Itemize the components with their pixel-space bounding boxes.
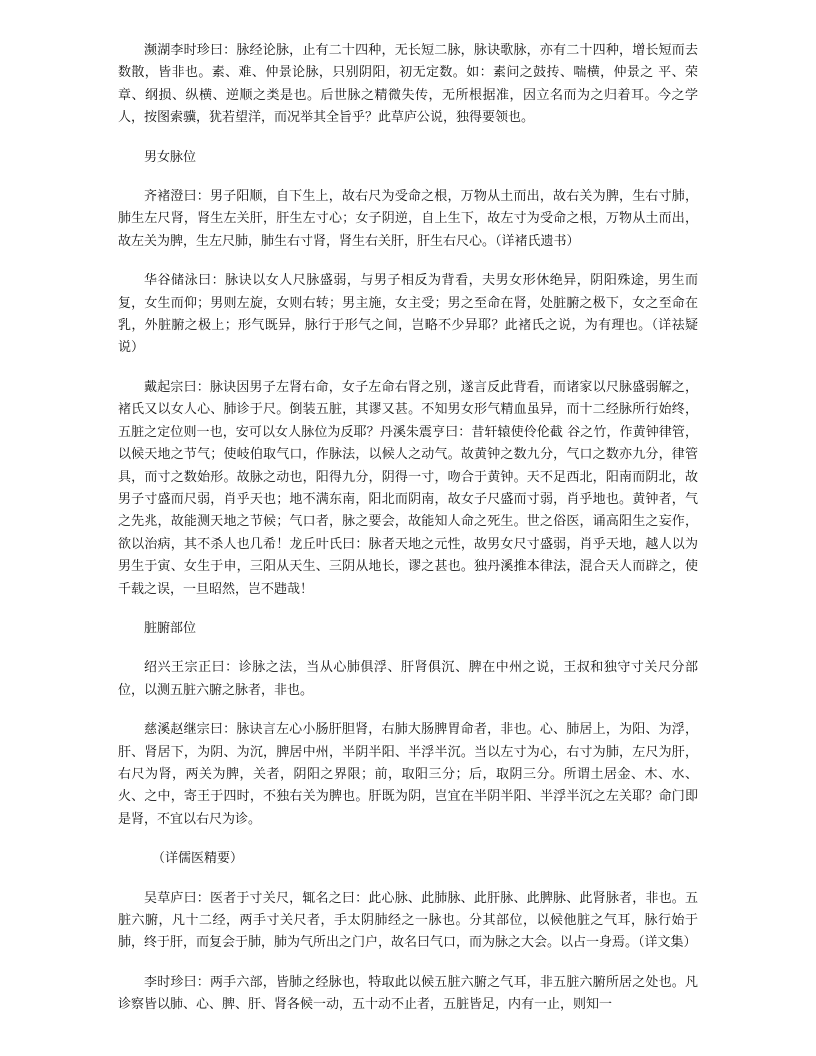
paragraph: 华谷储泳曰：脉诀以女人尺脉盛弱，与男子相反为背看，夫男女形休绝异，阴阳殊途，男生而复，女生而仰；男则左旋，女则右转；男主施，女主受；男之至命在肾，处脏腑之极下，女之至命在乳，外脏腑之极上；形气既异，脉行于形气之间，岂略不少异耶？此褚氏之说，为有理也。（详祛疑说） (118, 273, 698, 356)
section-heading: 男女脉位 (144, 149, 197, 165)
document-body (118, 40, 698, 1034)
section-heading: 脏腑部位 (144, 620, 197, 636)
paragraph: 李时珍曰：两手六部，皆肺之经脉也，特取此以候五脏六腑之气耳，非五脏六腑所居之处也。凡诊察皆以肺、心、脾、肝、肾各候一动，五十动不止者，五脏皆足，内有一止，则知一 (118, 974, 698, 1013)
source-note: （详儒医精要） (152, 851, 244, 867)
paragraph: 慈溪赵继宗曰：脉诀言左心小肠肝胆肾，右肺大肠脾胃命者，非也。心、肺居上，为阳、为浮，肝、肾居下，为阴、为沉，脾居中州，半阴半阳、半浮半沉。当以左寸为心，右寸为肺，左尺为肝，右尺为肾，两关为脾，关者，阴阳之界限；前，取阳三分；后，取阴三分。所谓土居金、木、水、火、之中，寄王于四时，不独右关为脾也。肝既为阴，岂宜在半阴半阳、半浮半沉之左关耶？命门即是肾，不宜以右尺为诊。 (118, 722, 698, 827)
paragraph: 戴起宗曰：脉诀因男子左肾右命，女子左命右肾之别，遂言反此背看，而诸家以尺脉盛弱解之，褚氏又以女人心、肺诊于尺。倒装五脏，其谬又甚。不知男女形气精血虽异，而十二经脉所行始终，五脏之定位则一也，安可以女人脉位为反耶？丹溪朱震亨曰：昔轩辕使伶伦截 谷之竹，作黄钟律管，以候天地之节气；使岐伯取气口，作脉法，以候人之动气。故黄钟之数九分，气口之数亦九分，律管具，而寸之数始形。故脉之动也，阳得九分，阴得一寸，吻合于黄钟。天不足西北，阳南而阴北，故男子寸盛而尺弱，肖乎天也；地不满东南，阳北而阴南，故女子尺盛而寸弱，肖乎地也。黄钟者，气之先兆，故能测天地之节候；气口者，脉之要会，故能知人命之死生。世之俗医，诵高阳生之妄作，欲以治病，其不杀人也几希！龙丘叶氏曰：脉者天地之元性，故男女尺寸盛弱，肖乎天地，越人以为男生于寅、女生于申，三阳从天生、三阴从地长，谬之甚也。独丹溪推本律法，混合天人而辟之，使千载之误，一旦昭然，岂不韪哉！ (118, 379, 698, 597)
paragraph: 绍兴王宗正曰：诊脉之法，当从心肺俱浮、肝肾俱沉、脾在中州之说，王叔和独守寸关尺分部位，以测五脏六腑之脉者，非也。 (118, 660, 698, 698)
paragraph: 齐褚澄曰：男子阳顺，自下生上，故右尺为受命之根，万物从土而出，故右关为脾，生右寸肺，肺生左尺肾，肾生左关肝，肝生左寸心；女子阴逆，自上生下，故左寸为受命之根，万物从土而出，故左关为脾，生左尺肺，肺生右寸肾，肾生右关肝，肝生右尺心。（详褚氏遗书） (118, 189, 698, 249)
paragraph: 濒湖李时珍曰：脉经论脉，止有二十四种，无长短二脉，脉诀歌脉，亦有二十四种，增长短而去数散，皆非也。素、难、仲景论脉，只别阴阳，初无定数。如：素问之鼓抟、喘横，仲景之 平、荣章、纲损、纵横、逆顺之类是也。后世脉之精微失传，无所根据准，因立名而为之归着耳。今之学人，按图索骥，犹若望洋，而况举其全旨乎？此草庐公说，独得要领也。 (118, 43, 698, 126)
paragraph: 吴草庐曰：医者于寸关尺，辄名之曰：此心脉、此肺脉、此肝脉、此脾脉、此肾脉者，非也。五脏六腑，凡十二经，两手寸关尺者，手太阴肺经之一脉也。分其部位，以候他脏之气耳，脉行始于肺，终于肝，而复会于肺，肺为气所出之门户，故名曰气口，而为脉之大会。以占一身焉。（详文集） (118, 890, 698, 951)
